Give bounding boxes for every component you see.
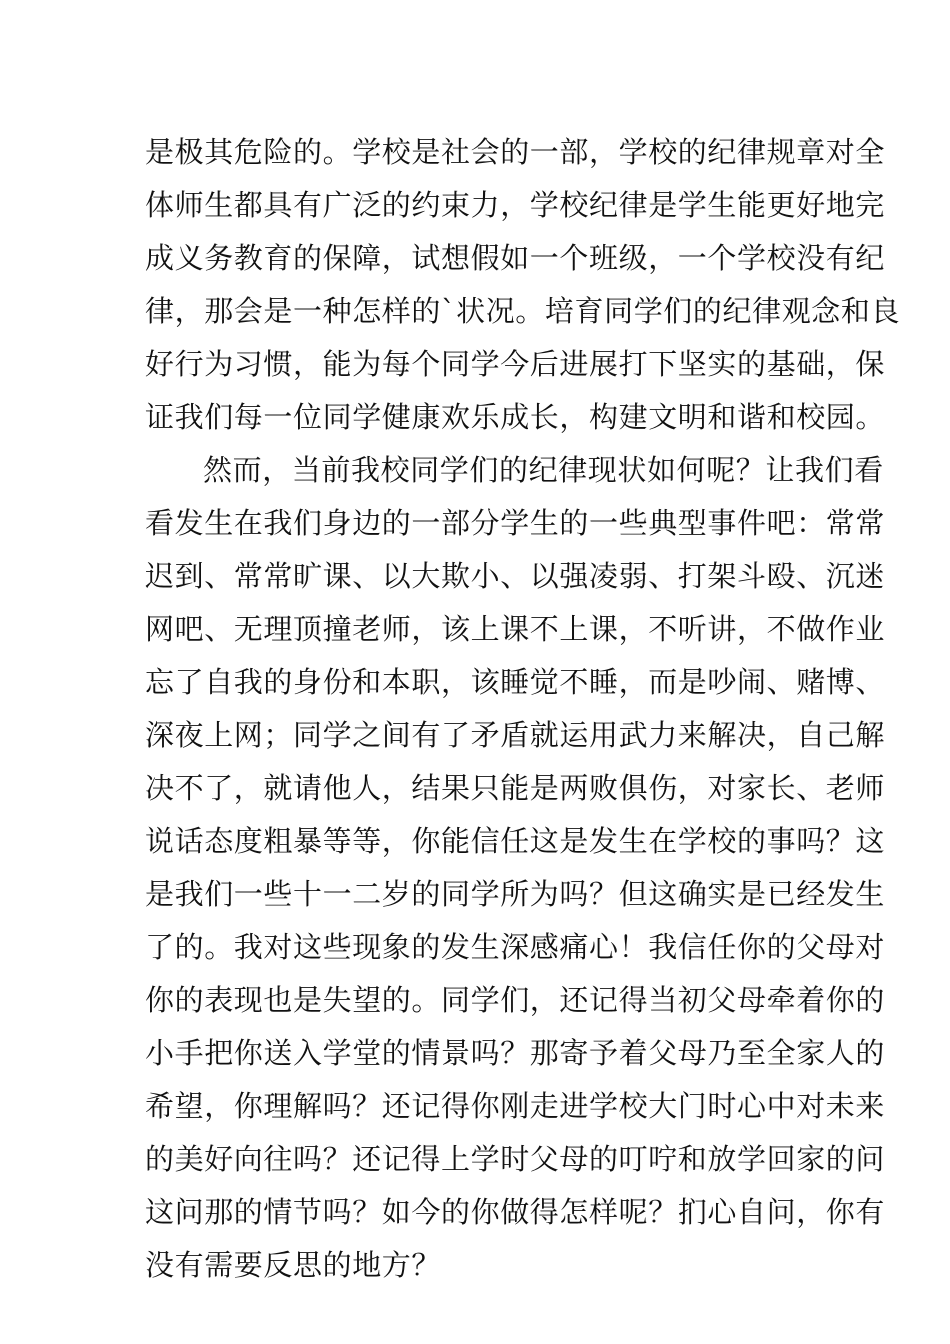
text-line: 好行为习惯，能为每个同学今后进展打下坚实的基础，保 — [145, 347, 886, 381]
text-line: 迟到、常常旷课、以大欺小、以强凌弱、打架斗殴、沉迷 — [145, 559, 886, 593]
text-line: 决不了，就请他人，结果只能是两败俱伤，对家长、老师 — [145, 771, 886, 805]
text-line: 希望，你理解吗？还记得你刚走进学校大门时心中对未来 — [145, 1089, 886, 1123]
text-line: 了的。我对这些现象的发生深感痛心！我信任你的父母对 — [145, 930, 886, 964]
text-line: 网吧、无理顶撞老师，该上课不上课，不听讲，不做作业 — [145, 612, 886, 646]
paragraph-1 — [145, 126, 901, 444]
text-line: 看发生在我们身边的一部分学生的一些典型事件吧：常常 — [145, 506, 886, 540]
text-line: 然而，当前我校同学们的纪律现状如何呢？让我们看 — [203, 453, 884, 487]
text-line: 律，那会是一种怎样的`状况。培育同学们的纪律观念和良 — [145, 294, 901, 328]
text-line: 这问那的情节吗？如今的你做得怎样呢？扪心自问，你有 — [145, 1195, 886, 1229]
text-line: 你的表现也是失望的。同学们，还记得当初父母牵着你的 — [145, 983, 886, 1017]
paragraph-2 — [145, 444, 886, 1292]
text-line: 小手把你送入学堂的情景吗？那寄予着父母乃至全家人的 — [145, 1036, 886, 1070]
text-line: 是我们一些十一二岁的同学所为吗？但这确实是已经发生 — [145, 877, 886, 911]
text-line: 成义务教育的保障，试想假如一个班级，一个学校没有纪 — [145, 241, 886, 275]
text-line: 说话态度粗暴等等，你能信任这是发生在学校的事吗？这 — [145, 824, 886, 858]
text-line: 的美好向往吗？还记得上学时父母的叮咛和放学回家的问 — [145, 1142, 886, 1176]
text-line: 体师生都具有广泛的约束力，学校纪律是学生能更好地完 — [145, 188, 886, 222]
text-line: 深夜上网；同学之间有了矛盾就运用武力来解决，自己解 — [145, 718, 886, 752]
text-line: 没有需要反思的地方？ — [145, 1248, 442, 1282]
text-line: 是极其危险的。学校是社会的一部，学校的纪律规章对全 — [145, 135, 886, 169]
text-line: 忘了自我的身份和本职，该睡觉不睡，而是吵闹、赌博、 — [145, 665, 886, 699]
text-line: 证我们每一位同学健康欢乐成长，构建文明和谐和校园。 — [145, 400, 886, 434]
document-body — [145, 126, 901, 1292]
